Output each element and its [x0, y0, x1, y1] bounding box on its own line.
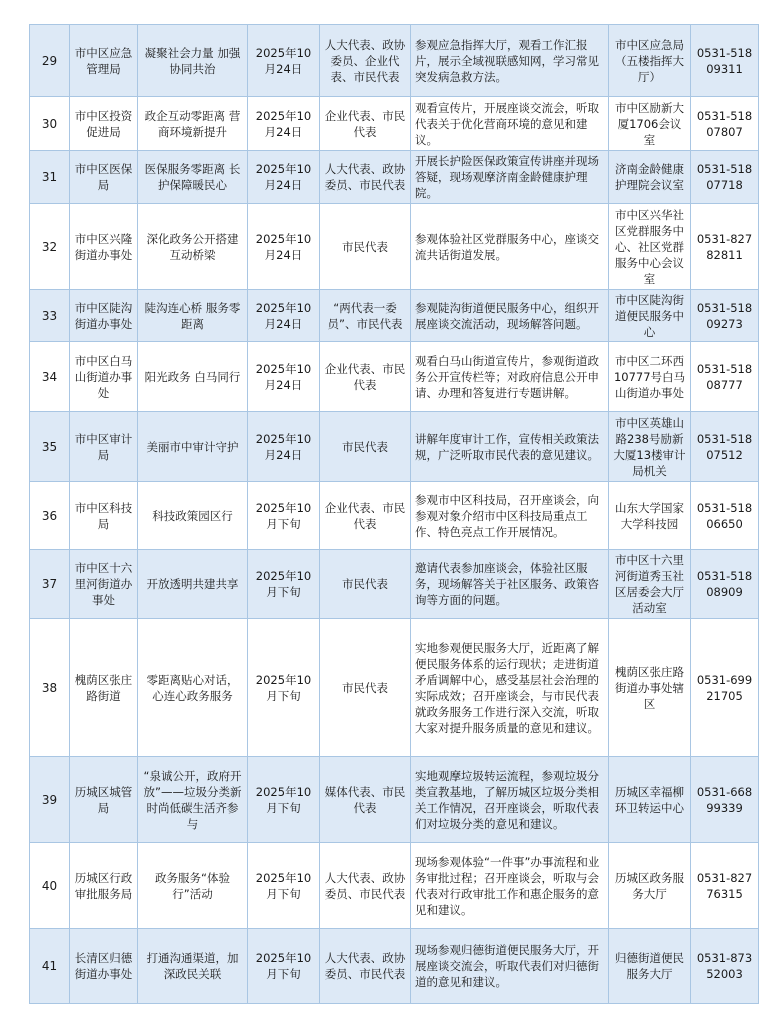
theme-cell: 政企互动零距离 营商环境新提升: [138, 97, 248, 151]
content-cell: 观看宣传片，开展座谈交流会，听取代表关于优化营商环境的意见和建议。: [411, 97, 609, 151]
place-cell: 山东大学国家大学科技园: [609, 482, 691, 550]
table-row: [30, 619, 759, 757]
participants-cell: 企业代表、市民代表: [320, 342, 411, 412]
place-cell: 历城区幸福柳环卫转运中心: [609, 757, 691, 843]
theme-cell: 陡沟连心桥 服务零距离: [138, 290, 248, 342]
row-number: 29: [30, 25, 70, 97]
table-row: [30, 482, 759, 550]
content-cell: 开展长护险医保政策宣传讲座并现场答疑，现场观摩济南金龄健康护理院。: [411, 151, 609, 204]
table-row: [30, 290, 759, 342]
time-cell: 2025年10月24日: [248, 25, 320, 97]
place-cell: 市中区励新大厦1706会议室: [609, 97, 691, 151]
content-cell: 参观应急指挥大厅，观看工作汇报片，展示全域视联感知网，学习常见突发病急救方法。: [411, 25, 609, 97]
table-row: [30, 97, 759, 151]
theme-cell: 打通沟通渠道，加深政民关联: [138, 929, 248, 1004]
content-cell: 观看白马山街道宣传片，参观街道政务公开宣传栏等；对政府信息公开申请、办理和答复进行专题讲解。: [411, 342, 609, 412]
theme-cell: 政务服务“体验行”活动: [138, 843, 248, 929]
time-cell: 2025年10月下旬: [248, 929, 320, 1004]
row-number: 31: [30, 151, 70, 204]
phone-cell: 0531-51806650: [691, 482, 759, 550]
row-number: 35: [30, 412, 70, 482]
row-number: 36: [30, 482, 70, 550]
department-cell: 市中区医保局: [70, 151, 138, 204]
time-cell: 2025年10月下旬: [248, 482, 320, 550]
phone-cell: 0531-82782811: [691, 204, 759, 290]
department-cell: 市中区投资促进局: [70, 97, 138, 151]
row-number: 33: [30, 290, 70, 342]
participants-cell: 人大代表、政协委员、市民代表: [320, 843, 411, 929]
table-row: [30, 151, 759, 204]
time-cell: 2025年10月24日: [248, 204, 320, 290]
content-cell: 实地参观便民服务大厅，近距离了解便民服务体系的运行现状；走进街道矛盾调解中心，感受基层社会治理的实际成效；召开座谈会，与市民代表就政务服务工作进行深入交流，听取大家对提升服务质量的意见和建议。: [411, 619, 609, 757]
participants-cell: 媒体代表、市民代表: [320, 757, 411, 843]
time-cell: 2025年10月24日: [248, 412, 320, 482]
department-cell: 槐荫区张庄路街道: [70, 619, 138, 757]
row-number: 37: [30, 550, 70, 619]
content-cell: 参观体验社区党群服务中心，座谈交流共话街道发展。: [411, 204, 609, 290]
content-cell: 参观市中区科技局，召开座谈会，向参观对象介绍市中区科技局重点工作、特色亮点工作开展情况。: [411, 482, 609, 550]
participants-cell: 人大代表、政协委员、市民代表: [320, 929, 411, 1004]
table-row: [30, 412, 759, 482]
participants-cell: 市民代表: [320, 204, 411, 290]
participants-cell: 企业代表、市民代表: [320, 482, 411, 550]
phone-cell: 0531-87352003: [691, 929, 759, 1004]
participants-cell: 人大代表、政协委员、企业代表、市民代表: [320, 25, 411, 97]
row-number: 32: [30, 204, 70, 290]
time-cell: 2025年10月下旬: [248, 843, 320, 929]
theme-cell: 深化政务公开搭建互动桥梁: [138, 204, 248, 290]
participants-cell: “两代表一委员”、市民代表: [320, 290, 411, 342]
row-number: 40: [30, 843, 70, 929]
phone-cell: 0531-51808909: [691, 550, 759, 619]
content-cell: 现场参观体验“一件事”办事流程和业务审批过程；召开座谈会，听取与会代表对行政审批工作和惠企服务的意见和建议。: [411, 843, 609, 929]
time-cell: 2025年10月下旬: [248, 619, 320, 757]
department-cell: 市中区白马山街道办事处: [70, 342, 138, 412]
row-number: 41: [30, 929, 70, 1004]
place-cell: 槐荫区张庄路街道办事处辖区: [609, 619, 691, 757]
phone-cell: 0531-51807512: [691, 412, 759, 482]
phone-cell: 0531-51809311: [691, 25, 759, 97]
participants-cell: 市民代表: [320, 550, 411, 619]
place-cell: 市中区兴华社区党群服务中心、社区党群服务中心会议室: [609, 204, 691, 290]
content-cell: 邀请代表参加座谈会，体验社区服务，现场解答关于社区服务、政策咨询等方面的问题。: [411, 550, 609, 619]
department-cell: 市中区审计局: [70, 412, 138, 482]
phone-cell: 0531-51807718: [691, 151, 759, 204]
department-cell: 市中区陡沟街道办事处: [70, 290, 138, 342]
place-cell: 历城区政务服务大厅: [609, 843, 691, 929]
table-row: [30, 843, 759, 929]
place-cell: 市中区陡沟街道便民服务中心: [609, 290, 691, 342]
table-row: [30, 342, 759, 412]
place-cell: 归德街道便民服务大厅: [609, 929, 691, 1004]
content-cell: 现场参观归德街道便民服务大厅，开展座谈交流会，听取代表们对归德街道的意见和建议。: [411, 929, 609, 1004]
place-cell: 市中区英雄山路238号励新大厦13楼审计局机关: [609, 412, 691, 482]
department-cell: 长清区归德街道办事处: [70, 929, 138, 1004]
time-cell: 2025年10月24日: [248, 342, 320, 412]
phone-cell: 0531-82776315: [691, 843, 759, 929]
place-cell: 市中区应急局（五楼指挥大厅）: [609, 25, 691, 97]
time-cell: 2025年10月24日: [248, 151, 320, 204]
content-cell: 参观陡沟街道便民服务中心，组织开展座谈交流活动，现场解答问题。: [411, 290, 609, 342]
theme-cell: 阳光政务 白马同行: [138, 342, 248, 412]
department-cell: 市中区科技局: [70, 482, 138, 550]
department-cell: 历城区行政审批服务局: [70, 843, 138, 929]
department-cell: 市中区兴隆街道办事处: [70, 204, 138, 290]
activity-table-page: [29, 24, 753, 1004]
activity-table: [29, 24, 759, 1004]
time-cell: 2025年10月24日: [248, 97, 320, 151]
theme-cell: 美丽市中审计守护: [138, 412, 248, 482]
phone-cell: 0531-51808777: [691, 342, 759, 412]
time-cell: 2025年10月下旬: [248, 550, 320, 619]
participants-cell: 市民代表: [320, 412, 411, 482]
time-cell: 2025年10月下旬: [248, 757, 320, 843]
row-number: 34: [30, 342, 70, 412]
phone-cell: 0531-51809273: [691, 290, 759, 342]
participants-cell: 人大代表、政协委员、市民代表: [320, 151, 411, 204]
place-cell: 市中区二环西10777号白马山街道办事处: [609, 342, 691, 412]
row-number: 39: [30, 757, 70, 843]
table-row: [30, 929, 759, 1004]
table-row: [30, 204, 759, 290]
theme-cell: 凝聚社会力量 加强协同共治: [138, 25, 248, 97]
department-cell: 历城区城管局: [70, 757, 138, 843]
department-cell: 市中区十六里河街道办事处: [70, 550, 138, 619]
content-cell: 讲解年度审计工作，宣传相关政策法规，广泛听取市民代表的意见建议。: [411, 412, 609, 482]
place-cell: 济南金龄健康护理院会议室: [609, 151, 691, 204]
row-number: 38: [30, 619, 70, 757]
theme-cell: 医保服务零距离 长护保障暖民心: [138, 151, 248, 204]
phone-cell: 0531-69921705: [691, 619, 759, 757]
time-cell: 2025年10月24日: [248, 290, 320, 342]
table-row: [30, 757, 759, 843]
theme-cell: “泉诚公开，政府开放”——垃圾分类新时尚低碳生活齐参与: [138, 757, 248, 843]
phone-cell: 0531-51807807: [691, 97, 759, 151]
phone-cell: 0531-66899339: [691, 757, 759, 843]
department-cell: 市中区应急管理局: [70, 25, 138, 97]
table-row: [30, 550, 759, 619]
place-cell: 市中区十六里河街道秀玉社区居委会大厅活动室: [609, 550, 691, 619]
theme-cell: 科技政策园区行: [138, 482, 248, 550]
content-cell: 实地观摩垃圾转运流程，参观垃圾分类宣教基地，了解历城区垃圾分类相关工作情况，召开座谈会，听取代表们对垃圾分类的意见和建议。: [411, 757, 609, 843]
row-number: 30: [30, 97, 70, 151]
table-body: [30, 25, 759, 1004]
table-row: [30, 25, 759, 97]
theme-cell: 开放透明共建共享: [138, 550, 248, 619]
participants-cell: 市民代表: [320, 619, 411, 757]
theme-cell: 零距离贴心对话，心连心政务服务: [138, 619, 248, 757]
participants-cell: 企业代表、市民代表: [320, 97, 411, 151]
